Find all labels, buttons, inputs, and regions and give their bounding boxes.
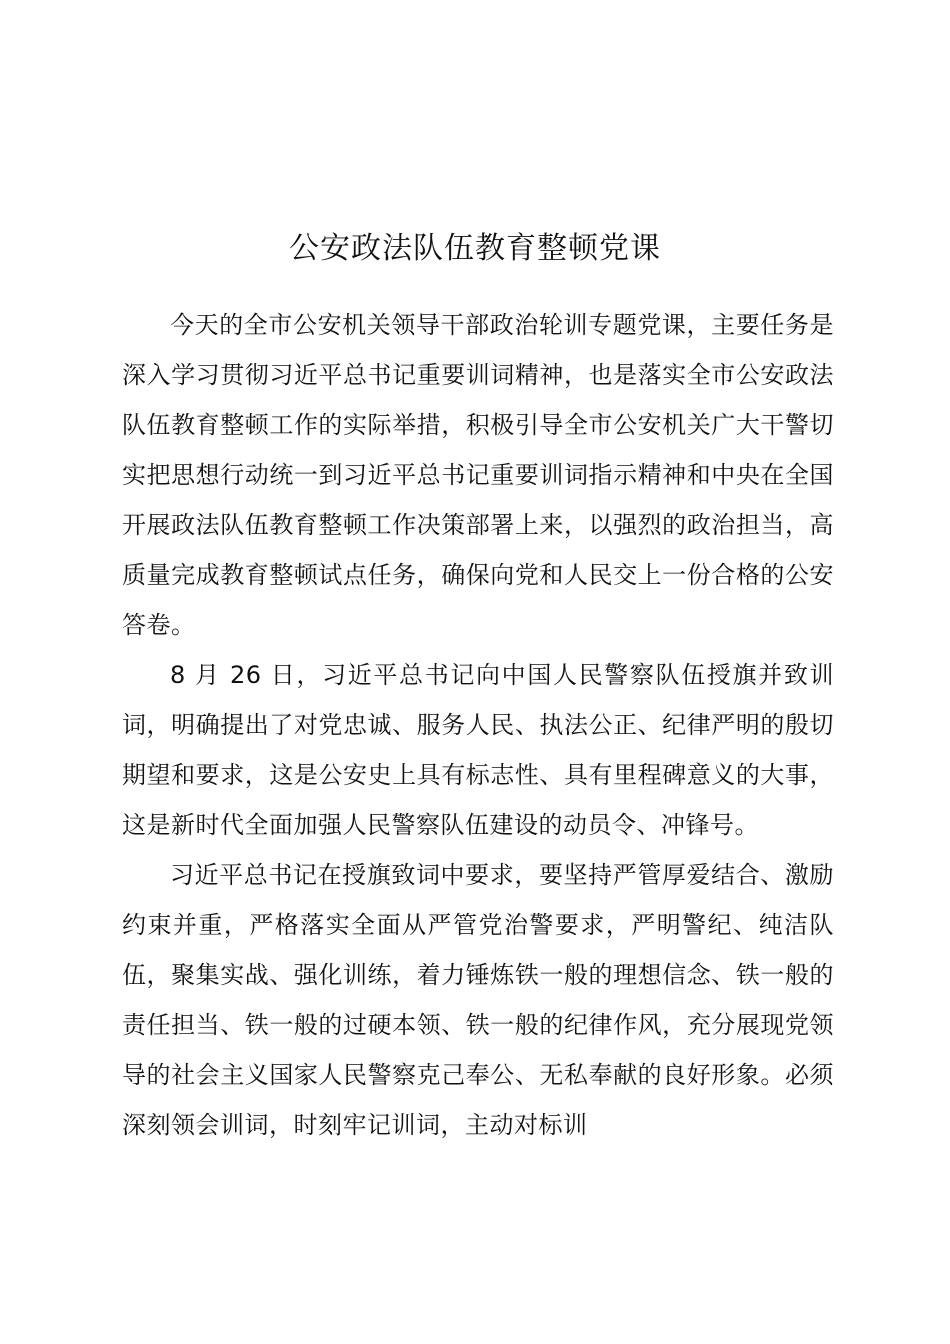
document-body <box>122 300 834 1150</box>
document-title: 公安政法队伍教育整顿党课 <box>289 231 661 266</box>
paragraph-2: 8 月 26 日，习近平总书记向中国人民警察队伍授旗并致训词，明确提出了对党忠诚、服务人民、执法公正、纪律严明的殷切期望和要求，这是公安史上具有标志性、具有里程碑意义的大事，这是新时代全面加强人民警察队伍建设的动员令、冲锋号。 <box>122 661 834 839</box>
paragraph-1: 今天的全市公安机关领导干部政治轮训专题党课，主要任务是深入学习贯彻习近平总书记重要训词精神，也是落实全市公安政法队伍教育整顿工作的实际举措，积极引导全市公安机关广大干警切实把思想行动统一到习近平总书记重要训词指示精神和中央在全国开展政法队伍教育整顿工作决策部署上来，以强烈的政治担当，高质量完成教育整顿试点任务，确保向党和人民交上一份合格的公安答卷。 <box>122 311 834 639</box>
paragraph-3: 习近平总书记在授旗致词中要求，要坚持严管厚爱结合、激励约束并重，严格落实全面从严管党治警要求，严明警纪、纯洁队伍，聚集实战、强化训练，着力锤炼铁一般的理想信念、铁一般的责任担当、铁一般的过硬本领、铁一般的纪律作风，充分展现党领导的社会主义国家人民警察克己奉公、无私奉献的良好形象。必须深刻领会训词，时刻牢记训词，主动对标训 <box>122 861 834 1139</box>
